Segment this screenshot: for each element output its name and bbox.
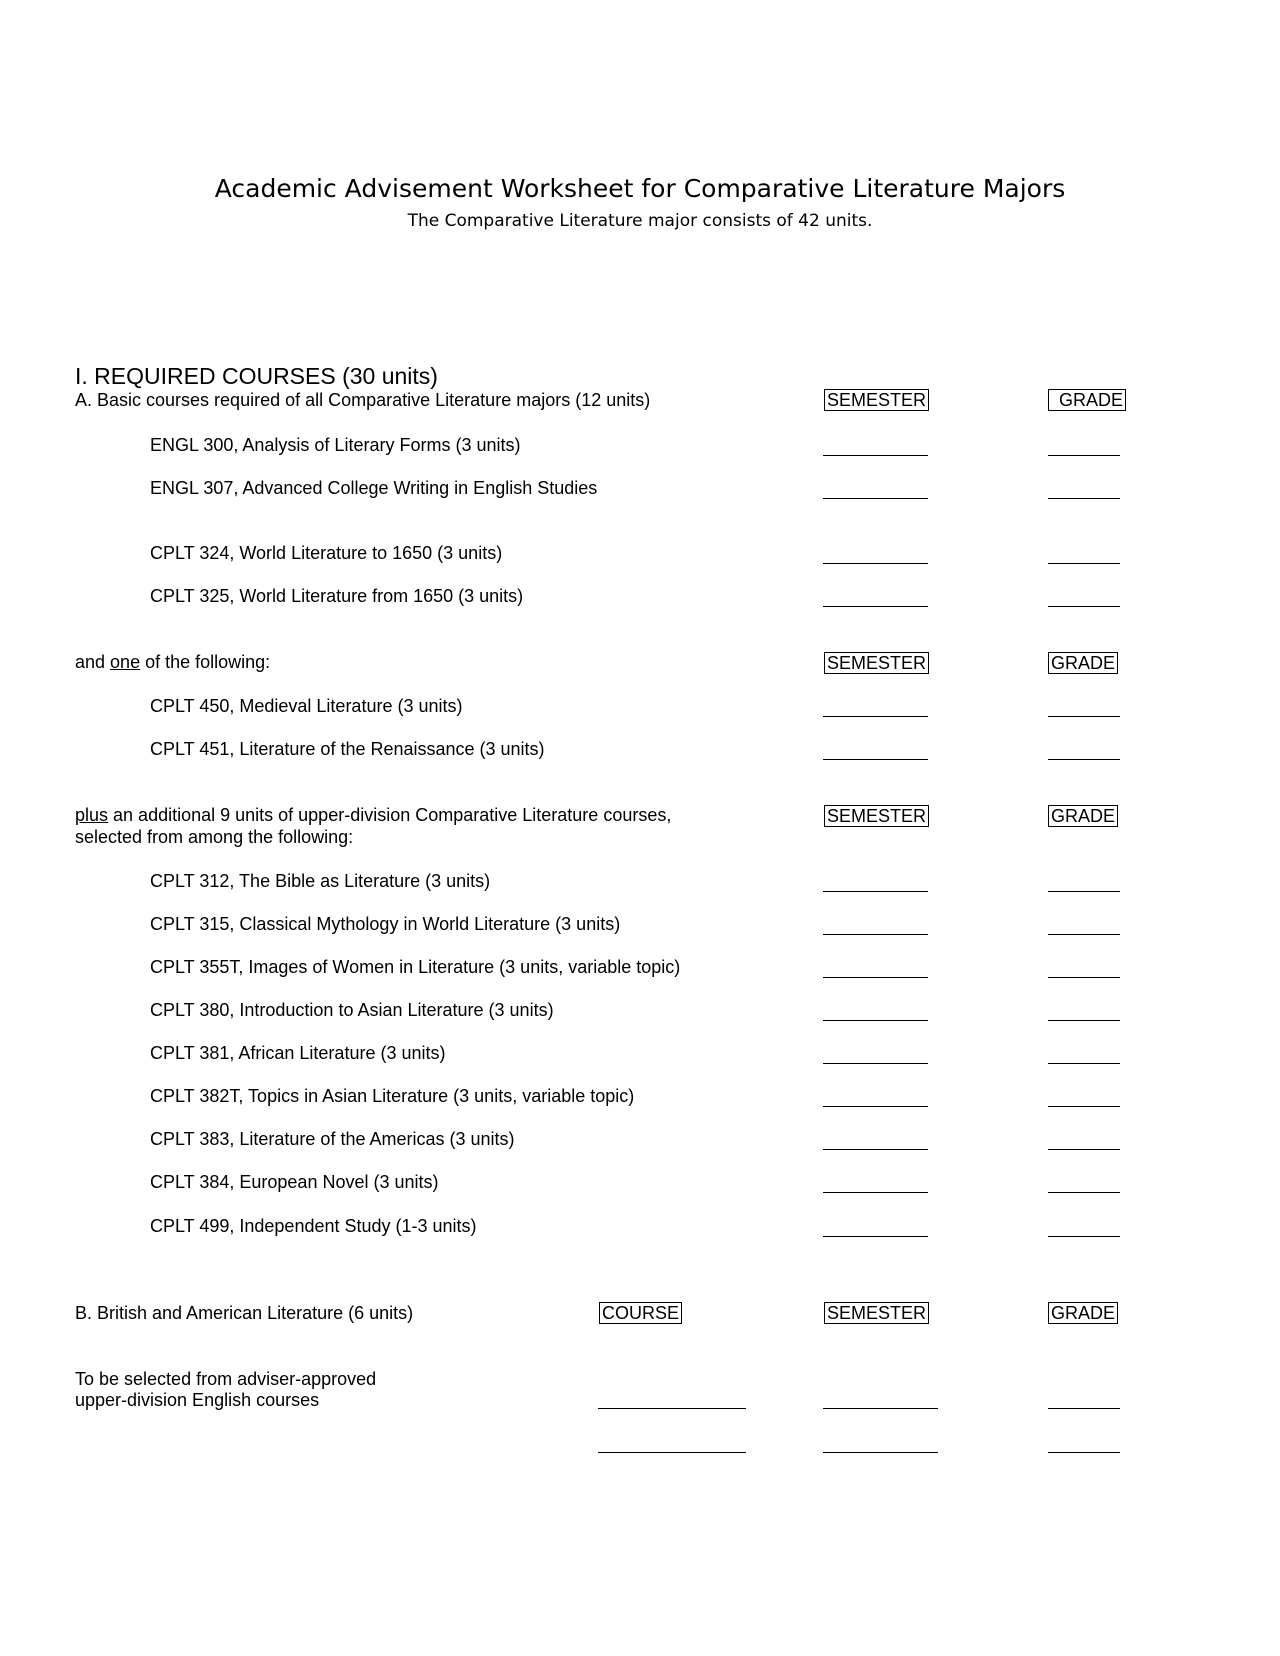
- course-plus-8: CPLT 384, European Novel (3 units): [150, 1172, 439, 1192]
- course-basic-1: ENGL 300, Analysis of Literary Forms (3 units): [150, 435, 521, 455]
- semester-header: SEMESTER: [824, 805, 929, 827]
- course-plus-2: CPLT 315, Classical Mythology in World Literature (3 units): [150, 914, 621, 934]
- course-plus-9: CPLT 499, Independent Study (1-3 units): [150, 1216, 477, 1236]
- semester-field[interactable]: [823, 498, 928, 499]
- semester-field[interactable]: [823, 1106, 928, 1107]
- course-one-of-1: CPLT 450, Medieval Literature (3 units): [150, 696, 463, 716]
- semester-field[interactable]: [823, 1020, 928, 1021]
- course-basic-3: CPLT 324, World Literature to 1650 (3 units): [150, 543, 503, 563]
- grade-field[interactable]: [1048, 1236, 1120, 1237]
- semester-field[interactable]: [823, 1149, 928, 1150]
- course-field[interactable]: [598, 1408, 746, 1409]
- page-subtitle: The Comparative Literature major consists of 42 units.: [407, 211, 873, 231]
- grade-field[interactable]: [1048, 1020, 1120, 1021]
- one-of-following-label: and one of the following:: [75, 652, 271, 672]
- semester-field[interactable]: [823, 716, 928, 717]
- course-plus-5: CPLT 381, African Literature (3 units): [150, 1043, 446, 1063]
- grade-field[interactable]: [1048, 1408, 1120, 1409]
- course-basic-4: CPLT 325, World Literature from 1650 (3 units): [150, 586, 524, 606]
- semester-field[interactable]: [823, 563, 928, 564]
- semester-field[interactable]: [823, 1236, 928, 1237]
- course-basic-2: ENGL 307, Advanced College Writing in English Studies: [150, 478, 598, 498]
- grade-header: GRADE: [1048, 389, 1126, 411]
- grade-field[interactable]: [1048, 716, 1120, 717]
- semester-header: SEMESTER: [824, 389, 929, 411]
- semester-field[interactable]: [823, 891, 928, 892]
- course-one-of-2: CPLT 451, Literature of the Renaissance (3 units): [150, 739, 545, 759]
- course-field[interactable]: [598, 1452, 746, 1453]
- grade-field[interactable]: [1048, 759, 1120, 760]
- section-heading-required-courses: I. REQUIRED COURSES (30 units): [75, 363, 438, 389]
- semester-header: SEMESTER: [824, 1302, 929, 1324]
- semester-field[interactable]: [823, 1452, 938, 1453]
- plus-additional-label: plus an additional 9 units of upper-division Comparative Literature courses,: [75, 805, 672, 825]
- grade-field[interactable]: [1048, 1106, 1120, 1107]
- semester-field[interactable]: [823, 455, 928, 456]
- part-b-note-line1: To be selected from adviser-approved: [75, 1369, 377, 1389]
- grade-header: GRADE: [1048, 805, 1118, 827]
- semester-field[interactable]: [823, 1192, 928, 1193]
- grade-field[interactable]: [1048, 1149, 1120, 1150]
- grade-field[interactable]: [1048, 1063, 1120, 1064]
- semester-header: SEMESTER: [824, 652, 929, 674]
- course-plus-4: CPLT 380, Introduction to Asian Literature (3 units): [150, 1000, 554, 1020]
- grade-field[interactable]: [1048, 977, 1120, 978]
- course-plus-1: CPLT 312, The Bible as Literature (3 units): [150, 871, 491, 891]
- grade-field[interactable]: [1048, 1452, 1120, 1453]
- grade-header: GRADE: [1048, 652, 1118, 674]
- part-b-heading: B. British and American Literature (6 units): [75, 1303, 414, 1323]
- semester-field[interactable]: [823, 606, 928, 607]
- grade-header: GRADE: [1048, 1302, 1118, 1324]
- course-plus-6: CPLT 382T, Topics in Asian Literature (3 units, variable topic): [150, 1086, 635, 1106]
- course-header: COURSE: [599, 1302, 682, 1324]
- semester-field[interactable]: [823, 1063, 928, 1064]
- plus-additional-label-line2: selected from among the following:: [75, 827, 354, 847]
- grade-field[interactable]: [1048, 1192, 1120, 1193]
- grade-field[interactable]: [1048, 606, 1120, 607]
- part-b-note-line2: upper-division English courses: [75, 1390, 320, 1410]
- grade-field[interactable]: [1048, 498, 1120, 499]
- course-plus-3: CPLT 355T, Images of Women in Literature (3 units, variable topic): [150, 957, 681, 977]
- grade-field[interactable]: [1048, 891, 1120, 892]
- grade-field[interactable]: [1048, 563, 1120, 564]
- semester-field[interactable]: [823, 977, 928, 978]
- semester-field[interactable]: [823, 934, 928, 935]
- grade-field[interactable]: [1048, 455, 1120, 456]
- semester-field[interactable]: [823, 759, 928, 760]
- part-a-heading: A. Basic courses required of all Comparative Literature majors (12 units): [75, 390, 651, 410]
- course-plus-7: CPLT 383, Literature of the Americas (3 units): [150, 1129, 515, 1149]
- grade-field[interactable]: [1048, 934, 1120, 935]
- page-title: Academic Advisement Worksheet for Comparative Literature Majors: [214, 174, 1066, 203]
- semester-field[interactable]: [823, 1408, 938, 1409]
